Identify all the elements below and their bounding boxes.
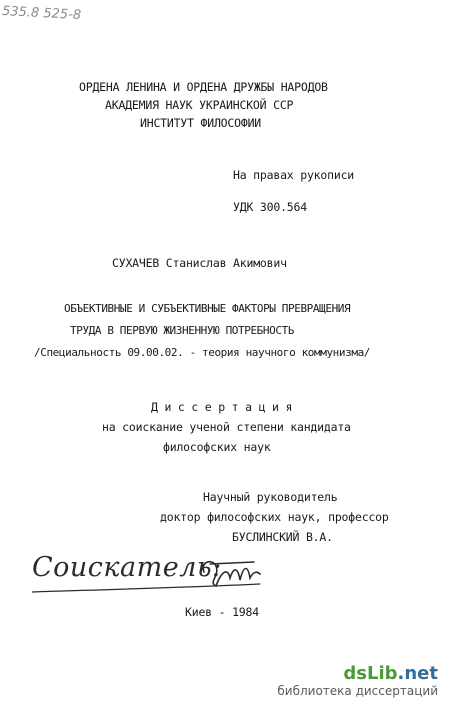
header-line-1: ОРДЕНА ЛЕНИНА И ОРДЕНА ДРУЖБЫ НАРОДОВ bbox=[79, 80, 328, 94]
watermark bbox=[277, 664, 438, 698]
supervisor-name: БУСЛИНСКИЙ В.А. bbox=[232, 530, 333, 544]
udk-code: УДК 300.564 bbox=[233, 200, 307, 214]
dissertation-label: Д и с с е р т а ц и я bbox=[151, 400, 293, 414]
degree-field-line: философских наук bbox=[163, 440, 271, 454]
title-line-1: ОБЪЕКТИВНЫЕ И СУБЪЕКТИВНЫЕ ФАКТОРЫ ПРЕВРАЩЕНИЯ bbox=[64, 302, 351, 315]
manuscript-rights: На правах рукописи bbox=[233, 168, 355, 182]
supervisor-label: Научный руководитель bbox=[203, 490, 338, 504]
dslib-logo: dsLib.net bbox=[343, 663, 438, 684]
header-line-2: АКАДЕМИЯ НАУК УКРАИНСКОЙ ССР bbox=[105, 98, 294, 112]
degree-line: на соискание ученой степени кандидата bbox=[102, 420, 351, 434]
header-line-3: ИНСТИТУТ ФИЛОСОФИИ bbox=[140, 116, 262, 130]
supervisor-degree: доктор философских наук, профессор bbox=[160, 510, 389, 524]
watermark-caption: библиотека диссертаций bbox=[277, 684, 438, 698]
handwritten-signature bbox=[32, 552, 262, 602]
place-and-year: Киев - 1984 bbox=[185, 605, 259, 619]
signature-label: Соискатель: bbox=[32, 552, 222, 583]
author-name: СУХАЧЕВ Станислав Акимович bbox=[112, 256, 287, 270]
title-line-2: ТРУДА В ПЕРВУЮ ЖИЗНЕННУЮ ПОТРЕБНОСТЬ bbox=[70, 324, 295, 337]
specialty-line: /Специальность 09.00.02. - теория научного коммунизма/ bbox=[34, 346, 371, 359]
library-stamp: 535.8 525-8 bbox=[1, 3, 82, 24]
